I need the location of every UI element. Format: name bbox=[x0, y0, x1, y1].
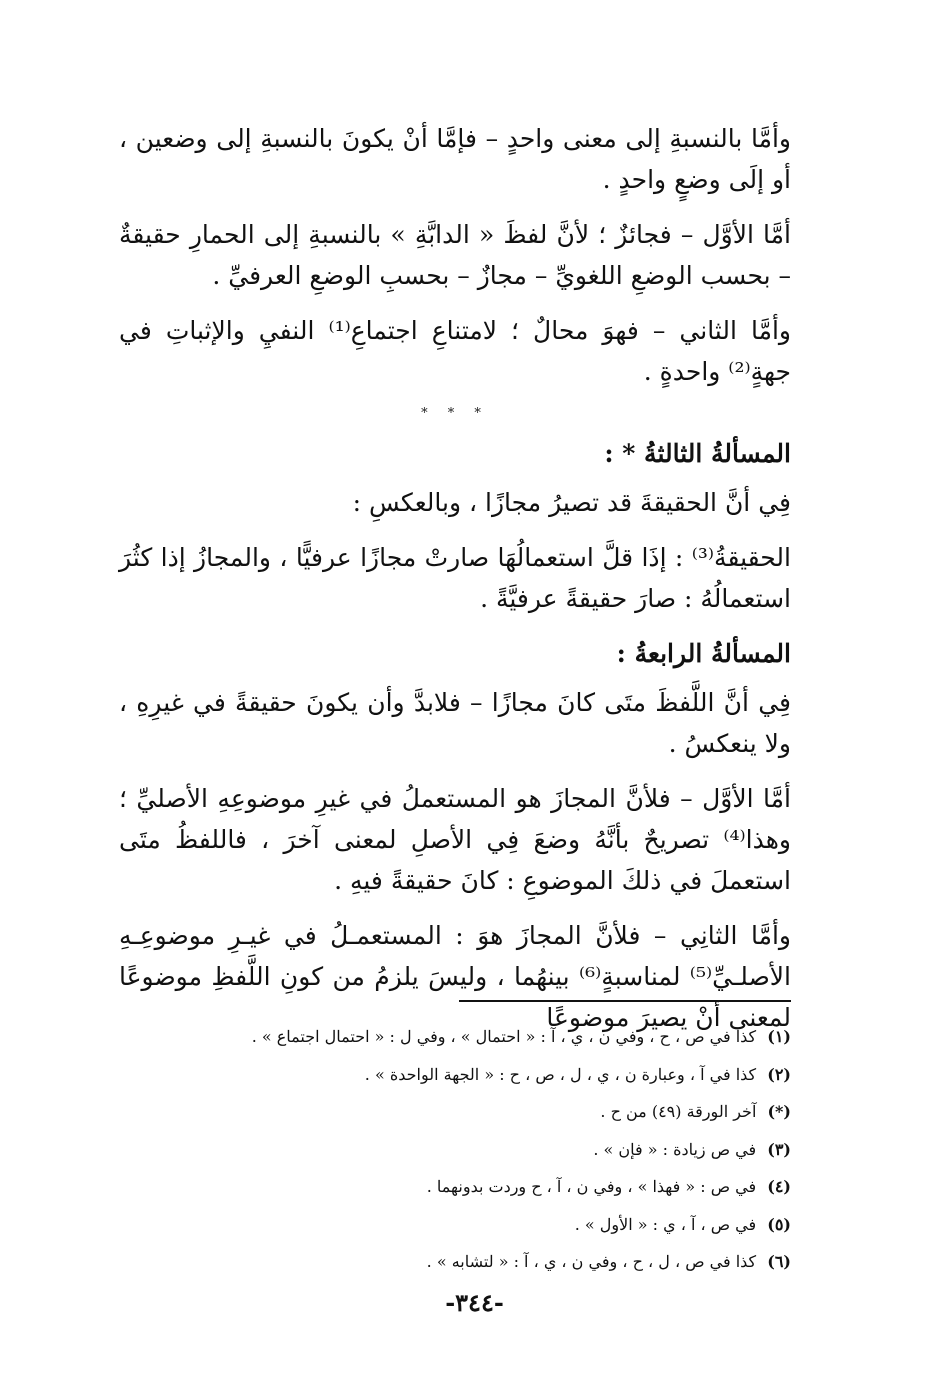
paragraph-1: وأمَّا بالنسبةِ إلى معنى واحدٍ – فإمَّا أنْ يكونَ بالنسبةِ إلى وضعين ، أو إلَى وضعٍ واحدٍ . bbox=[119, 124, 791, 194]
footnote-2 bbox=[119, 1056, 791, 1094]
footnote-text: كذا في آ ، وعبارة ن ، ي ، ل ، ص ، ح : « الجهة الواحدة » . bbox=[364, 1064, 757, 1084]
paragraph-3: وأمَّا الثاني – فهوَ محالٌ ؛ لامتناعِ اجتماعِ⁽¹⁾ النفيِ والإثباتِ في جهةٍ⁽²⁾ واحدةٍ . bbox=[119, 316, 791, 386]
footnote-text: كذا في ص ، ل ، ح ، وفي ن ، ي ، آ : « لتشابه » . bbox=[426, 1252, 757, 1271]
footnote-star bbox=[119, 1093, 791, 1131]
footnote-number: (١) bbox=[767, 1027, 791, 1046]
footnote-3 bbox=[119, 1131, 791, 1169]
heading-third-issue: المسألةُ الثالثةُ * : bbox=[604, 439, 791, 468]
footnote-6 bbox=[119, 1243, 791, 1281]
footnote-number: (٦) bbox=[767, 1252, 791, 1271]
paragraph-2: أمَّا الأوَّل – فجائزٌ ؛ لأنَّ لفظَ « الدابَّةِ » بالنسبةِ إلى الحمارِ حقيقةٌ – بحسب الوضعِ اللغويِّ – مجازٌ – بحسبِ الوضعِ العرفيِّ . bbox=[119, 220, 791, 290]
footnotes-block bbox=[119, 1018, 791, 1281]
footnote-text: في ص ، آ ، ي : « الأول » . bbox=[574, 1214, 757, 1234]
footnote-text: في ص زيادة : « فإن » . bbox=[593, 1139, 757, 1159]
footnote-number: (*) bbox=[767, 1102, 791, 1121]
footnote-number: (٤) bbox=[767, 1177, 791, 1196]
footnote-number: (٥) bbox=[767, 1214, 791, 1234]
footnote-divider bbox=[459, 1000, 791, 1002]
footnote-text: في ص : « فهذا » ، وفي ن ، آ ، ح وردت بدونهما . bbox=[426, 1177, 757, 1196]
footnote-4 bbox=[119, 1168, 791, 1206]
page-number: -٣٤٤- bbox=[445, 1288, 504, 1317]
paragraph-8: وأمَّا الثانِي – فلأنَّ المجازَ هوَ : المستعمـلُ في غيـرِ موضوعِـهِ الأصلـيِّ⁽⁵⁾ لمناسبةٍ⁽⁶⁾ بينهُما ، وليسَ يلزمُ من كونِ اللَّفظِ موضوعًا لمعنى أنْ يصيرَ موضوعًا bbox=[119, 921, 791, 1032]
heading-fourth-issue: المسألةُ الرابعةُ : bbox=[616, 639, 791, 668]
footnote-number: (٣) bbox=[767, 1139, 791, 1159]
footnote-number: (٢) bbox=[767, 1064, 791, 1084]
section-separator: * * * bbox=[421, 406, 489, 421]
main-text-block bbox=[119, 118, 791, 1052]
paragraph-4: فِي أنَّ الحقيقةَ قد تصيرُ مجازًا ، وبالعكسِ : bbox=[352, 488, 791, 517]
paragraph-7: أمَّا الأوَّل – فلأنَّ المجازَ هو المستعملُ في غيرِ موضوعِهِ الأصليِّ ؛ وهذا⁽⁴⁾ تصريحٌ بأنَّهُ وضعَ فِي الأصلِ لمعنى آخرَ ، فاللفظُ متَى استعملَ في ذلكَ الموضوعِ : كانَ حقيقةً فيهِ . bbox=[119, 784, 791, 895]
paragraph-5: الحقيقةُ⁽³⁾ : إذَا قلَّ استعمالُهَا صارتْ مجازًا عرفيًّا ، والمجازُ إذا كثُرَ استعمالُهُ : صارَ حقيقةً عرفيَّةً . bbox=[119, 543, 791, 613]
footnote-1 bbox=[119, 1018, 791, 1056]
footnote-text: كذا في ص ، ح ، وفي ن ، ي ، آ : « احتمال » ، وفي ل : « احتمال اجتماع » . bbox=[251, 1027, 757, 1046]
paragraph-6: فِي أنَّ اللَّفظَ متَى كانَ مجازًا – فلابدَّ وأن يكونَ حقيقةً في غيرِهِ ، ولا ينعكسُ . bbox=[119, 688, 791, 758]
footnote-text: آخر الورقة (٤٩) من ح . bbox=[600, 1102, 757, 1121]
footnote-5 bbox=[119, 1206, 791, 1244]
